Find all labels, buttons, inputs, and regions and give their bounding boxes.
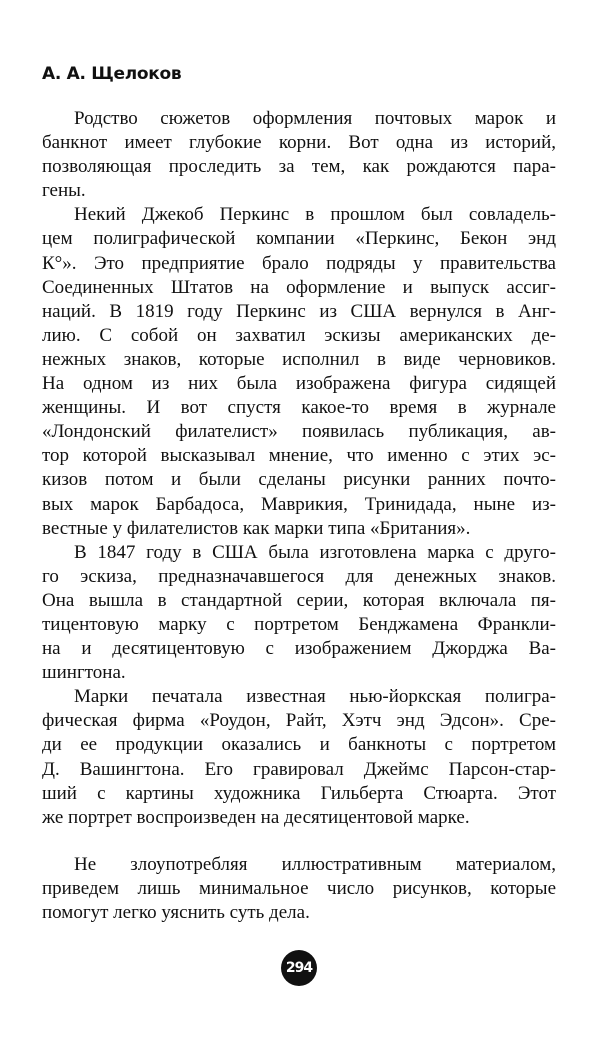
running-header-author: А. А. Щелоков bbox=[42, 64, 182, 84]
text-line: вых марок Барбадоса, Маврикия, Тринидада, ныне из- bbox=[42, 493, 556, 515]
text-line: тор которой высказывал мнение, что именно с этих эс- bbox=[42, 445, 556, 467]
body-text bbox=[42, 107, 556, 830]
paragraph bbox=[42, 685, 556, 830]
paragraph bbox=[42, 541, 556, 686]
text-line: Д. Вашингтона. Его гравировал Джеймс Парсон-стар- bbox=[42, 758, 556, 780]
text-line: цем полиграфической компании «Перкинс, Бекон энд bbox=[42, 228, 556, 250]
text-line: на и десятицентовую с изображением Джорджа Ва- bbox=[42, 638, 556, 660]
text-line: приведем лишь минимальное число рисунков, которые bbox=[42, 878, 556, 900]
text-line: го эскиза, предназначавшегося для денежных знаков. bbox=[42, 565, 556, 587]
text-line: ший с картины художника Гильберта Стюарта. Этот bbox=[42, 782, 556, 804]
text-line: шингтона. bbox=[42, 662, 126, 684]
paragraph bbox=[42, 853, 556, 925]
text-line: Марки печатала известная нью-йоркская полигра- bbox=[74, 686, 556, 708]
text-line: К°». Это предприятие брало подряды у правительства bbox=[42, 252, 556, 274]
text-line: Родство сюжетов оформления почтовых марок и bbox=[74, 108, 556, 129]
text-line: фическая фирма «Роудон, Райт, Хэтч энд Эдсон». Сре- bbox=[42, 710, 556, 732]
text-line: На одном из них была изображена фигура сидящей bbox=[42, 373, 556, 395]
closing-paragraph bbox=[42, 853, 556, 925]
text-line: помогут легко уяснить суть дела. bbox=[42, 902, 310, 924]
page-number: 294 bbox=[281, 950, 317, 986]
text-line: тицентовую марку с портретом Бенджамена Франкли- bbox=[42, 613, 556, 635]
paragraph bbox=[42, 203, 556, 540]
text-line: банкнот имеет глубокие корни. Вот одна из историй, bbox=[42, 132, 556, 154]
text-line: позволяющая проследить за тем, как рождаются пара- bbox=[42, 156, 556, 178]
text-line: Некий Джекоб Перкинс в прошлом был совладель- bbox=[74, 204, 556, 226]
text-line: Она вышла в стандартной серии, которая включала пя- bbox=[42, 589, 556, 611]
text-line: кизов потом и были сделаны рисунки ранних почто- bbox=[42, 469, 556, 491]
text-line: женщины. И вот спустя какое-то время в журнале bbox=[42, 397, 556, 419]
text-line: В 1847 году в США была изготовлена марка с друго- bbox=[74, 541, 556, 563]
text-line: «Лондонский филателист» появилась публикация, ав- bbox=[42, 421, 556, 443]
text-line: вестные у филателистов как марки типа «Британия». bbox=[42, 517, 471, 539]
text-line: же портрет воспроизведен на десятицентовой марке. bbox=[42, 806, 470, 828]
text-line: нежных знаков, которые исполнил в виде черновиков. bbox=[42, 348, 556, 370]
text-line: наций. В 1819 году Перкинс из США вернулся в Анг- bbox=[42, 300, 556, 322]
text-line: Не злоупотребляя иллюстративным материалом, bbox=[74, 854, 556, 875]
text-line: гены. bbox=[42, 180, 86, 202]
text-line: ди ее продукции оказались и банкноты с портретом bbox=[42, 734, 556, 756]
text-line: лию. С собой он захватил эскизы американских де- bbox=[42, 324, 556, 346]
text-line: Соединенных Штатов на оформление и выпуск ассиг- bbox=[42, 276, 556, 298]
paragraph bbox=[42, 107, 556, 203]
